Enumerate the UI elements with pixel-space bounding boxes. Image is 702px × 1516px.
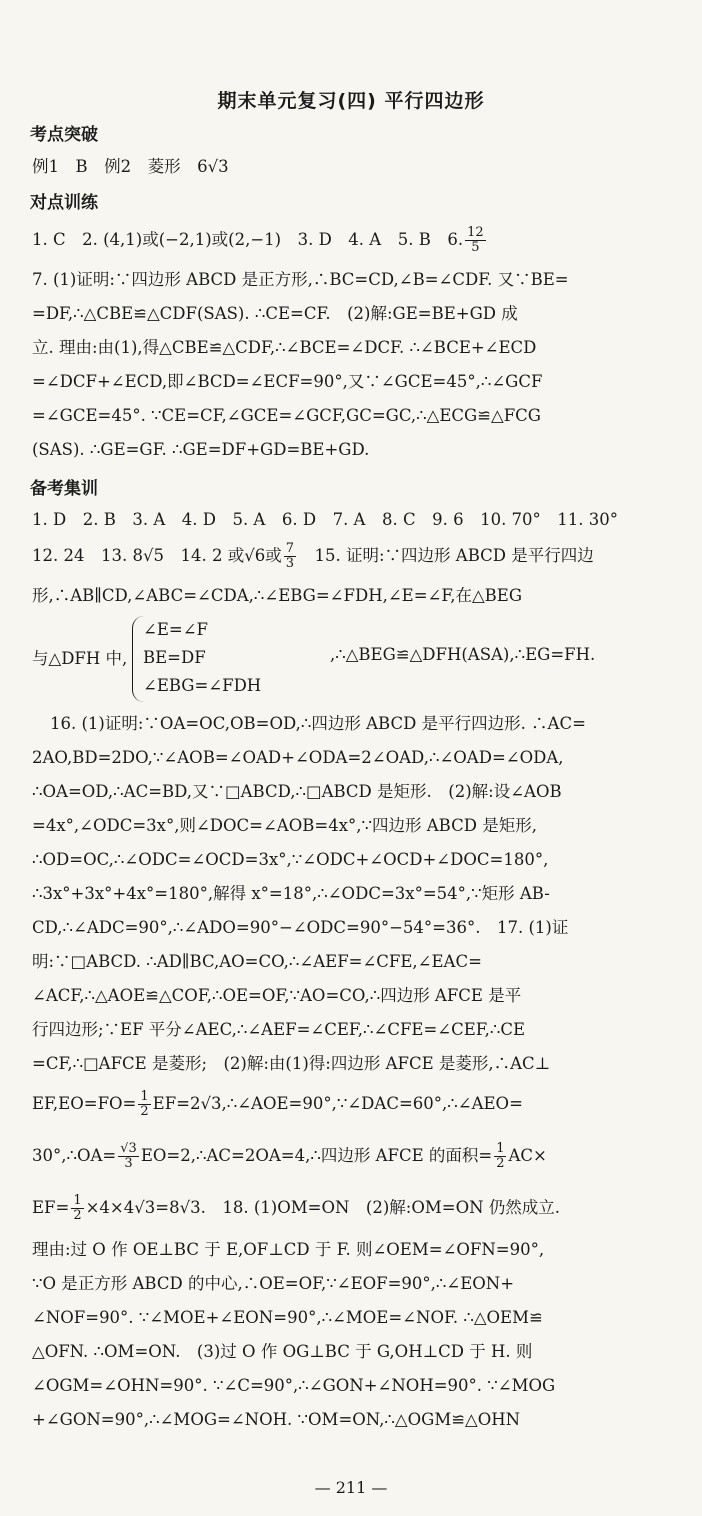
fraction-denominator: 2 (140, 1104, 149, 1119)
text-line: =4x°,∠ODC=3x°,则∠DOC=∠AOB=4x°,∵四边形 ABCD 是矩形, (32, 816, 537, 835)
fraction-numerator: √3 (120, 1142, 137, 1156)
text-line: 例1 B 例2 菱形 6√3 (32, 157, 229, 176)
text-line: ∠ACF,∴△AOE≌△COF,∴OE=OF,∵AO=CO,∴四边形 AFCE 是平 (32, 986, 522, 1005)
fraction (118, 1142, 139, 1171)
text-line: ∴3x°+3x°+4x°=180°,解得 x°=18°,∴∠ODC=3x°=54°,∵矩形 AB- (32, 884, 550, 903)
text-line (32, 1090, 664, 1119)
text-span: ,∴△BEG≌△DFH(ASA),∴EG=FH. (330, 645, 596, 664)
text-line (32, 1194, 664, 1223)
fraction-numerator: 12 (467, 226, 484, 240)
text-line: (SAS). ∴GE=GF. ∴GE=DF+GD=BE+GD. (32, 440, 370, 459)
text-span: 15. 证明:∵四边形 ABCD 是平行四边 (298, 546, 594, 565)
fraction-numerator: 7 (285, 542, 294, 556)
text-span: 1. C 2. (4,1)或(−2,1)或(2,−1) 3. D 4. A 5. B 6. (32, 230, 464, 249)
text-span: 30°,∴OA= (32, 1146, 117, 1165)
text-line: 立. 理由:由(1),得△CBE≌△CDF,∴∠BCE=∠DCF. ∴∠BCE+∠ECD (32, 338, 537, 357)
text-line: ∴OD=OC,∴∠ODC=∠OCD=3x°,∵∠ODC+∠OCD+∠DOC=180°, (32, 850, 549, 869)
fraction (465, 226, 486, 255)
text-line: ∵O 是正方形 ABCD 的中心,∴OE=OF,∵∠EOF=90°,∴∠EON+ (32, 1274, 515, 1293)
text-line: =∠GCE=45°. ∵CE=CF,∠GCE=∠GCF,GC=GC,∴△ECG≌△FCG (32, 406, 541, 425)
text-line (32, 542, 664, 571)
fraction (284, 542, 296, 571)
text-line: 形,∴AB∥CD,∠ABC=∠CDA,∴∠EBG=∠FDH,∠E=∠F,在△BEG (32, 586, 523, 605)
text-line: ∠OGM=∠OHN=90°. ∵∠C=90°,∴∠GON+∠NOH=90°. ∵∠MOG (32, 1376, 556, 1395)
page-title: 期末单元复习(四) 平行四边形 (217, 90, 485, 112)
section-beikao: 备考集训 (30, 479, 98, 499)
page-number: — 211 — (314, 1478, 388, 1497)
text-line: CD,∴∠ADC=90°,∴∠ADO=90°−∠ODC=90°−54°=36°. 17. (1)证 (32, 918, 569, 937)
text-line: =CF,∴□AFCE 是菱形; (2)解:由(1)得:四边形 AFCE 是菱形,∴AC⊥ (32, 1054, 551, 1073)
text-span: EF= (32, 1198, 70, 1217)
text-line: =DF,∴△CBE≌△CDF(SAS). ∴CE=CF. (2)解:GE=BE+GD 成 (32, 304, 518, 323)
text-line: ∠NOF=90°. ∵∠MOE+∠EON=90°,∴∠MOE=∠NOF. ∴△OEM≌ (32, 1308, 543, 1327)
text-span: 12. 24 13. 8√5 14. 2 或√6或 (32, 546, 282, 565)
equation-row: ∠EBG=∠FDH (143, 676, 262, 695)
text-line: ∴OA=OD,∴AC=BD,又∵□ABCD,∴□ABCD 是矩形. (2)解:设∠AOB (32, 782, 562, 801)
fraction (138, 1090, 150, 1119)
text-line: 行四边形;∵EF 平分∠AEC,∴∠AEF=∠CEF,∴∠CFE=∠CEF,∴CE (32, 1020, 526, 1039)
text-line: +∠GON=90°,∴∠MOG=∠NOH. ∵OM=ON,∴△OGM≌△OHN (32, 1410, 521, 1429)
text-span: EF,EO=FO= (32, 1094, 137, 1113)
equation-row: BE=DF (143, 648, 206, 667)
text-line: △OFN. ∴OM=ON. (3)过 O 作 OG⊥BC 于 G,OH⊥CD 于 H. 则 (32, 1342, 533, 1361)
fraction-denominator: 5 (471, 240, 480, 255)
equation-system (132, 616, 323, 702)
text-span: EO=2,∴AC=2OA=4,∴四边形 AFCE 的面积= (140, 1146, 493, 1165)
equation-row: ∠E=∠F (143, 620, 208, 639)
fraction-denominator: 3 (285, 556, 294, 571)
section-duidian: 对点训练 (30, 193, 98, 213)
fraction (71, 1194, 83, 1223)
text-line: 7. (1)证明:∵四边形 ABCD 是正方形,∴BC=CD,∠B=∠CDF. 又∵BE= (32, 270, 569, 289)
fraction-numerator: 1 (140, 1090, 149, 1104)
text-line (32, 1142, 664, 1171)
fraction-denominator: 3 (124, 1156, 133, 1171)
text-line: 明:∵□ABCD. ∴AD∥BC,AO=CO,∴∠AEF=∠CFE,∠EAC= (32, 952, 482, 971)
fraction (494, 1142, 506, 1171)
fraction-numerator: 1 (496, 1142, 505, 1156)
fraction-numerator: 1 (73, 1194, 82, 1208)
text-line: 2AO,BD=2DO,∵∠AOB=∠OAD+∠ODA=2∠OAD,∴∠OAD=∠ODA, (32, 748, 564, 767)
text-span: 与△DFH 中, (32, 649, 128, 668)
text-line: 理由:过 O 作 OE⊥BC 于 E,OF⊥CD 于 F. 则∠OEM=∠OFN=90°, (32, 1240, 545, 1259)
fraction-denominator: 2 (496, 1156, 505, 1171)
fraction-denominator: 2 (73, 1208, 82, 1223)
text-line: 1. D 2. B 3. A 4. D 5. A 6. D 7. A 8. C 9. 6 10. 70° 11. 30° (32, 510, 619, 529)
text-span: EF=2√3,∴∠AOE=90°,∵∠DAC=60°,∴∠AEO= (152, 1094, 523, 1113)
text-span: AC× (508, 1146, 547, 1165)
text-line: 16. (1)证明:∵OA=OC,OB=OD,∴四边形 ABCD 是平行四边形. ∴AC= (50, 714, 586, 733)
text-line: =∠DCF+∠ECD,即∠BCD=∠ECF=90°,又∵∠GCE=45°,∴∠GCF (32, 372, 543, 391)
text-line (32, 226, 664, 255)
section-kaodian: 考点突破 (30, 125, 98, 145)
text-span: ×4×4√3=8√3. 18. (1)OM=ON (2)解:OM=ON 仍然成立. (85, 1198, 561, 1217)
